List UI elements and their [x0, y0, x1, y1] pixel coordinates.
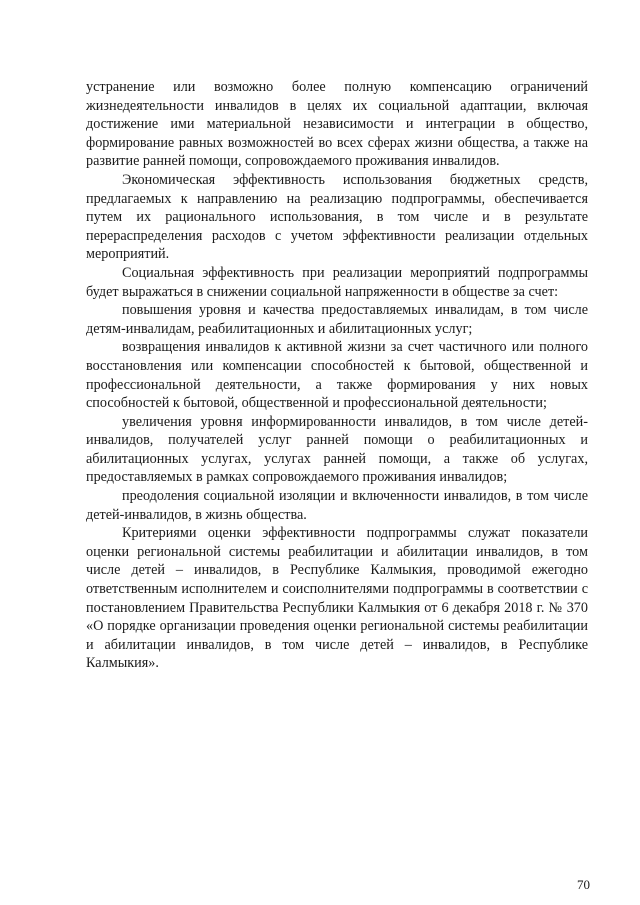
paragraph-social-efficiency: Социальная эффективность при реализации мероприятий подпрограммы будет выражаться в снижении социальной напряженности в обществе за счет:	[86, 264, 588, 300]
list-item-awareness: увеличения уровня информированности инвалидов, в том числе детей-инвалидов, получателей услуг ранней помощи о реабилитационных и абилитационных услугах, услугах ранней помощи, а также об услугах, предоставляемых в рамках сопровождаемого проживания инвалидов;	[86, 413, 588, 486]
paragraph-economic-efficiency: Экономическая эффективность использования бюджетных средств, предлагаемых к направлению на реализацию подпрограммы, обеспечивается путем их рационального использования, в том числе и в результате перераспределения расходов с учетом эффективности реализации отдельных мероприятий.	[86, 171, 588, 263]
list-item-return-to-active-life: возвращения инвалидов к активной жизни за счет частичного или полного восстановления или компенсации способностей к бытовой, общественной и профессиональной деятельности, а также формирования у них новых способностей к бытовой, общественной и профессиональной деятельности;	[86, 339, 588, 412]
list-item-isolation: преодоления социальной изоляции и включенности инвалидов, в том числе детей-инвалидов, в жизнь общества.	[86, 488, 588, 523]
paragraph-continuation: устранение или возможно более полную компенсацию ограничений жизнедеятельности инвалидов в целях их социальной адаптации, включая достижение ими материальной независимости и интеграции в общество, формирование равных возможностей во всех сферах жизни общества, а также на развитие ранней помощи, сопровождаемого проживания инвалидов.	[86, 79, 588, 170]
list-item-quality: повышения уровня и качества предоставляемых инвалидам, в том числе детям-инвалидам, реабилитационных и абилитационных услуг;	[86, 302, 588, 337]
paragraph-evaluation-criteria: Критериями оценки эффективности подпрограммы служат показатели оценки региональной системы реабилитации и абилитации инвалидов, в том числе детей – инвалидов, в Республике Калмыкия, проводимой ежегодно ответственным исполнителем и соисполнителями подпрограммы в соответствии с постановлением Правительства Республики Калмыкия от 6 декабря 2018 г. № 370 «О порядке организации проведения оценки региональной системы реабилитации и абилитации инвалидов, в том числе детей – инвалидов, в Республике Калмыкия».	[86, 525, 588, 672]
document-body	[86, 78, 588, 673]
page-number: 70	[577, 877, 590, 892]
